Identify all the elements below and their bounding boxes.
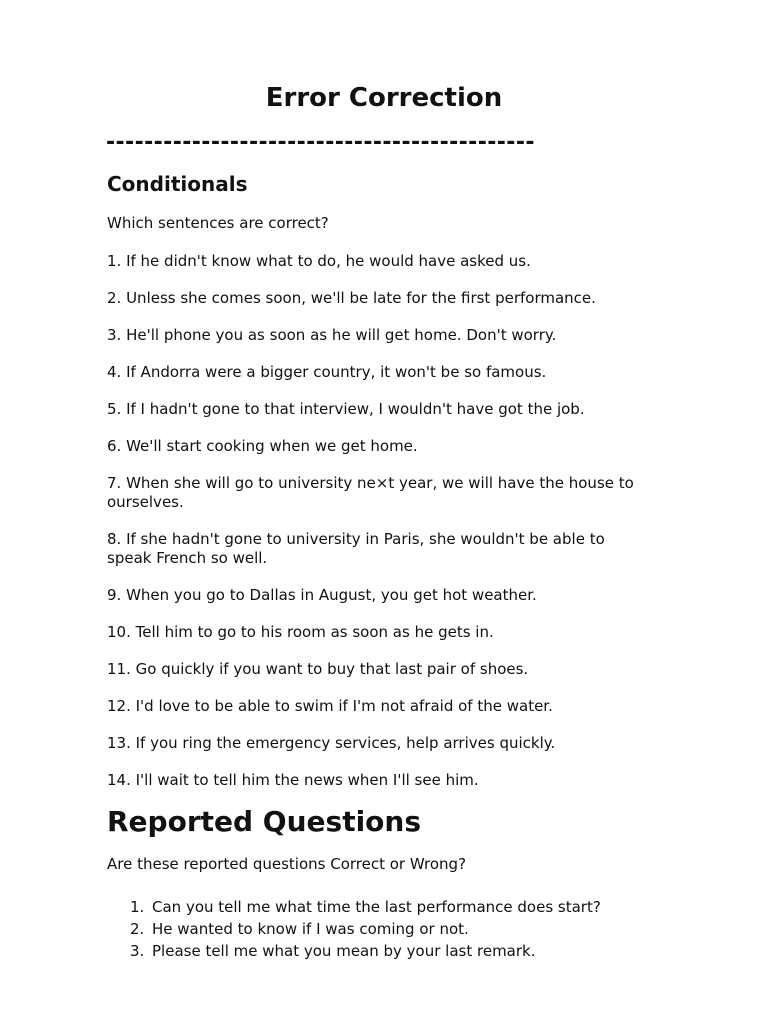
conditionals-sentence-list (107, 252, 647, 808)
sentence-item: 8. If she hadn't gone to university in Paris, she wouldn't be able to speak French so well. (107, 530, 605, 567)
section-heading-reported-questions: Reported Questions (107, 805, 422, 838)
sentence-item: 4. If Andorra were a bigger country, it won't be so famous. (107, 363, 547, 381)
list-item (130, 940, 601, 962)
list-item (130, 896, 601, 918)
conditionals-prompt: Which sentences are correct? (107, 214, 329, 232)
sentence-item: 12. I'd love to be able to swim if I'm not afraid of the water. (107, 697, 553, 715)
list-item-text: Please tell me what you mean by your last remark. (152, 942, 536, 960)
list-item (130, 918, 601, 940)
sentence-item: 6. We'll start cooking when we get home. (107, 437, 418, 455)
sentence-item: 9. When you go to Dallas in August, you get hot weather. (107, 586, 537, 604)
list-item-number: 3. (130, 942, 145, 960)
list-item-number: 2. (130, 920, 145, 938)
section-heading-conditionals: Conditionals (107, 172, 248, 196)
list-item-text: He wanted to know if I was coming or not. (152, 920, 469, 938)
sentence-item: 5. If I hadn't gone to that interview, I wouldn't have got the job. (107, 400, 585, 418)
sentence-item: 7. When she will go to university ne×t year, we will have the house to ourselves. (107, 474, 634, 511)
sentence-item: 1. If he didn't know what to do, he would have asked us. (107, 252, 531, 270)
list-item-text: Can you tell me what time the last performance does start? (152, 898, 601, 916)
sentence-item: 10. Tell him to go to his room as soon as he gets in. (107, 623, 494, 641)
reported-questions-list (130, 896, 601, 962)
sentence-item: 14. I'll wait to tell him the news when I'll see him. (107, 771, 479, 789)
sentence-item: 2. Unless she comes soon, we'll be late for the first performance. (107, 289, 596, 307)
list-item-number: 1. (130, 898, 145, 916)
document-title: Error Correction (265, 83, 503, 113)
title-divider: --------------------------------------------- (106, 130, 535, 155)
sentence-item: 13. If you ring the emergency services, help arrives quickly. (107, 734, 556, 752)
sentence-item: 3. He'll phone you as soon as he will get home. Don't worry. (107, 326, 557, 344)
sentence-item: 11. Go quickly if you want to buy that last pair of shoes. (107, 660, 529, 678)
reported-questions-prompt: Are these reported questions Correct or Wrong? (107, 855, 467, 873)
